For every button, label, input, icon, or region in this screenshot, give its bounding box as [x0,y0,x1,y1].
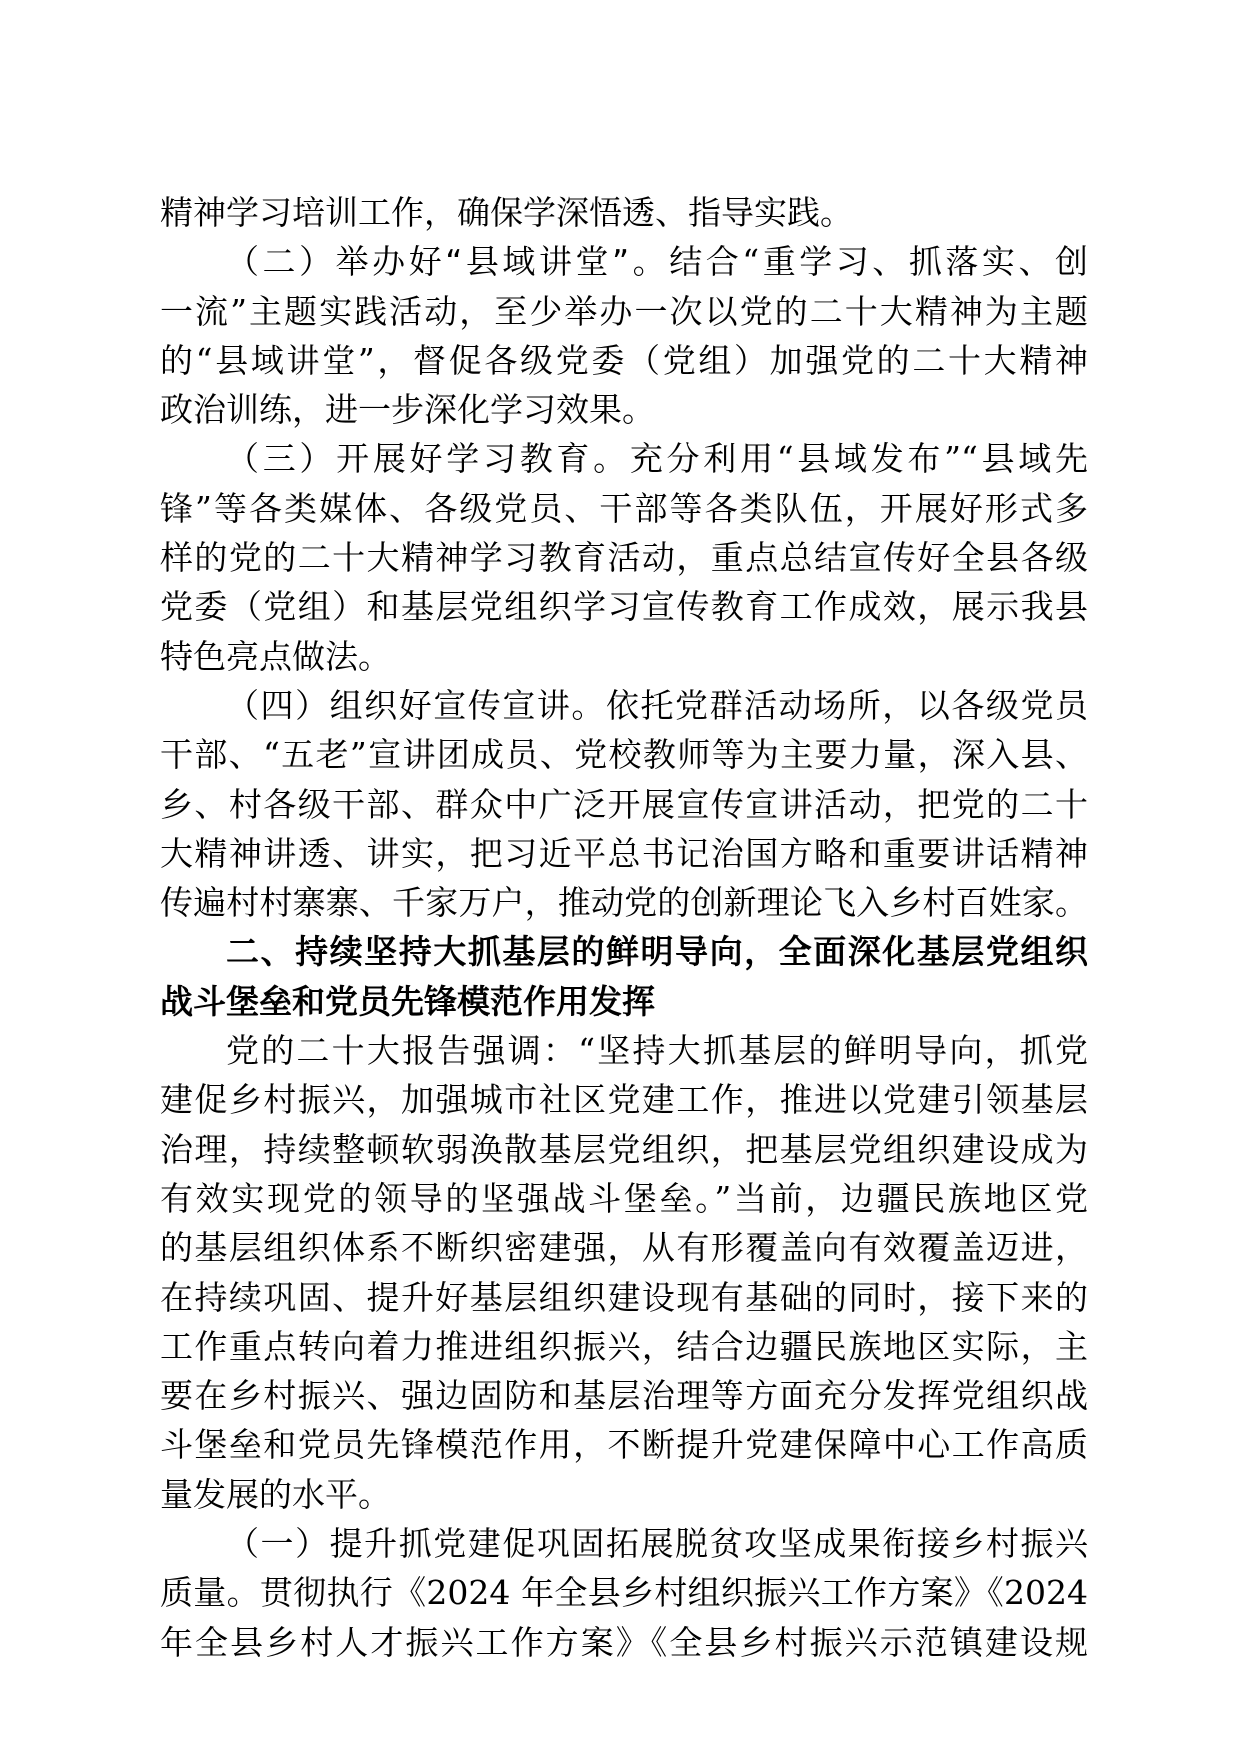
text-line [160,829,1088,878]
text-line [160,434,1088,483]
text-line [160,1075,1088,1124]
text-line [160,1174,1088,1223]
line-text: 量发展的水平。 [160,1474,391,1514]
text-line [160,1273,1088,1322]
text-line [160,1223,1088,1272]
line-text: 精神学习培训工作，确保学深悟透、指导实践。 [160,193,853,232]
line-text: 有效实现党的领导的坚强战斗堡垒。”当前，边疆民族地区党 [160,1178,1088,1218]
paragraph [160,681,1088,927]
text-line [160,385,1088,434]
line-text: 二、持续坚持大抓基层的鲜明导向，全面深化基层党组织 [226,932,1088,972]
paragraph-lead: （四）组织好宣传宣讲。 [226,685,606,725]
line-text: 特色亮点做法。 [160,636,391,676]
paragraph-lead: （二）举办好“县域讲堂”。 [226,242,670,282]
line-text: 要在乡村振兴、强边固防和基层治理等方面充分发挥党组织战 [160,1376,1088,1416]
line-text: 斗堡垒和党员先锋模范作用，不断提升党建保障中心工作高质 [160,1425,1088,1465]
text-line [160,237,1088,286]
line-text: 结合“重学习、抓落实、创 [669,242,1088,282]
line-text: 政治训练，进一步深化学习效果。 [160,390,655,430]
text-line [160,484,1088,533]
line-text: 贯彻执行《2024 年全县乡村组织振兴工作方案》《2024 [259,1573,1088,1613]
text-line [160,878,1088,927]
text-line [160,533,1088,582]
text-line [160,1470,1088,1519]
line-text: 依托党群活动场所，以各级党员 [605,685,1089,725]
text-line [160,1125,1088,1174]
line-text: 锋”等各类媒体、各级党员、干部等各类队伍，开展好形式多 [160,488,1088,528]
document-body [160,188,1088,1667]
line-text: 传遍村村寨寨、千家万户，推动党的创新理论飞入乡村百姓家。 [160,883,1088,923]
line-text: 党委（党组）和基层党组织学习宣传教育工作成效，展示我县 [160,587,1088,627]
text-line [160,1322,1088,1371]
line-text: 样的党的二十大精神学习教育活动，重点总结宣传好全县各级 [160,538,1088,578]
paragraph [160,1026,1088,1519]
paragraph-lead: （三）开展好学习教育。 [226,439,630,479]
line-text: 治理，持续整顿软弱涣散基层党组织，把基层党组织建设成为 [160,1129,1088,1169]
text-line [160,1618,1088,1667]
text-line [160,336,1088,385]
paragraph [160,1519,1088,1667]
line-text: 战斗堡垒和党员先锋模范作用发挥 [160,981,655,1021]
line-text: 的基层组织体系不断织密建强，从有形覆盖向有效覆盖迈进， [160,1228,1088,1268]
section-heading [160,927,1088,1026]
text-line [160,780,1088,829]
line-text: 大精神讲透、讲实，把习近平总书记治国方略和重要讲话精神 [160,833,1088,873]
paragraph [160,434,1088,680]
paragraph [160,188,1088,237]
text-line [160,730,1088,779]
text-line [160,1420,1088,1469]
line-text: 党的二十大报告强调：“坚持大抓基层的鲜明导向，抓党 [226,1031,1088,1071]
text-line [160,188,1088,237]
paragraph-lead: （一）提升抓党建促巩固拓展脱贫攻坚成果衔接乡村振兴 [226,1524,1088,1564]
line-text: 工作重点转向着力推进组织振兴，结合边疆民族地区实际，主 [160,1326,1088,1366]
line-text: 一流”主题实践活动，至少举办一次以党的二十大精神为主题 [160,291,1088,331]
heading-line [160,977,1088,1026]
text-line [160,1519,1088,1568]
line-text: 年全县乡村人才振兴工作方案》《全县乡村振兴示范镇建设规 [160,1622,1088,1662]
line-text: 干部、“五老”宣讲团成员、党校教师等为主要力量，深入县、 [160,735,1088,775]
paragraph [160,237,1088,434]
line-text: 的“县域讲堂”，督促各级党委（党组）加强党的二十大精神 [160,340,1088,380]
text-line [160,287,1088,336]
text-line [160,632,1088,681]
text-line [160,681,1088,730]
line-text: 充分利用“县域发布”“县域先 [629,439,1088,479]
text-line [160,1026,1088,1075]
text-line [160,1568,1088,1617]
text-line [160,1371,1088,1420]
line-text: 在持续巩固、提升好基层组织建设现有基础的同时，接下来的 [160,1277,1088,1317]
line-text: 建促乡村振兴，加强城市社区党建工作，推进以党建引领基层 [160,1080,1088,1120]
text-line [160,582,1088,631]
line-text: 乡、村各级干部、群众中广泛开展宣传宣讲活动，把党的二十 [160,784,1088,824]
paragraph-lead: 质量。 [160,1573,260,1613]
heading-line [160,927,1088,976]
